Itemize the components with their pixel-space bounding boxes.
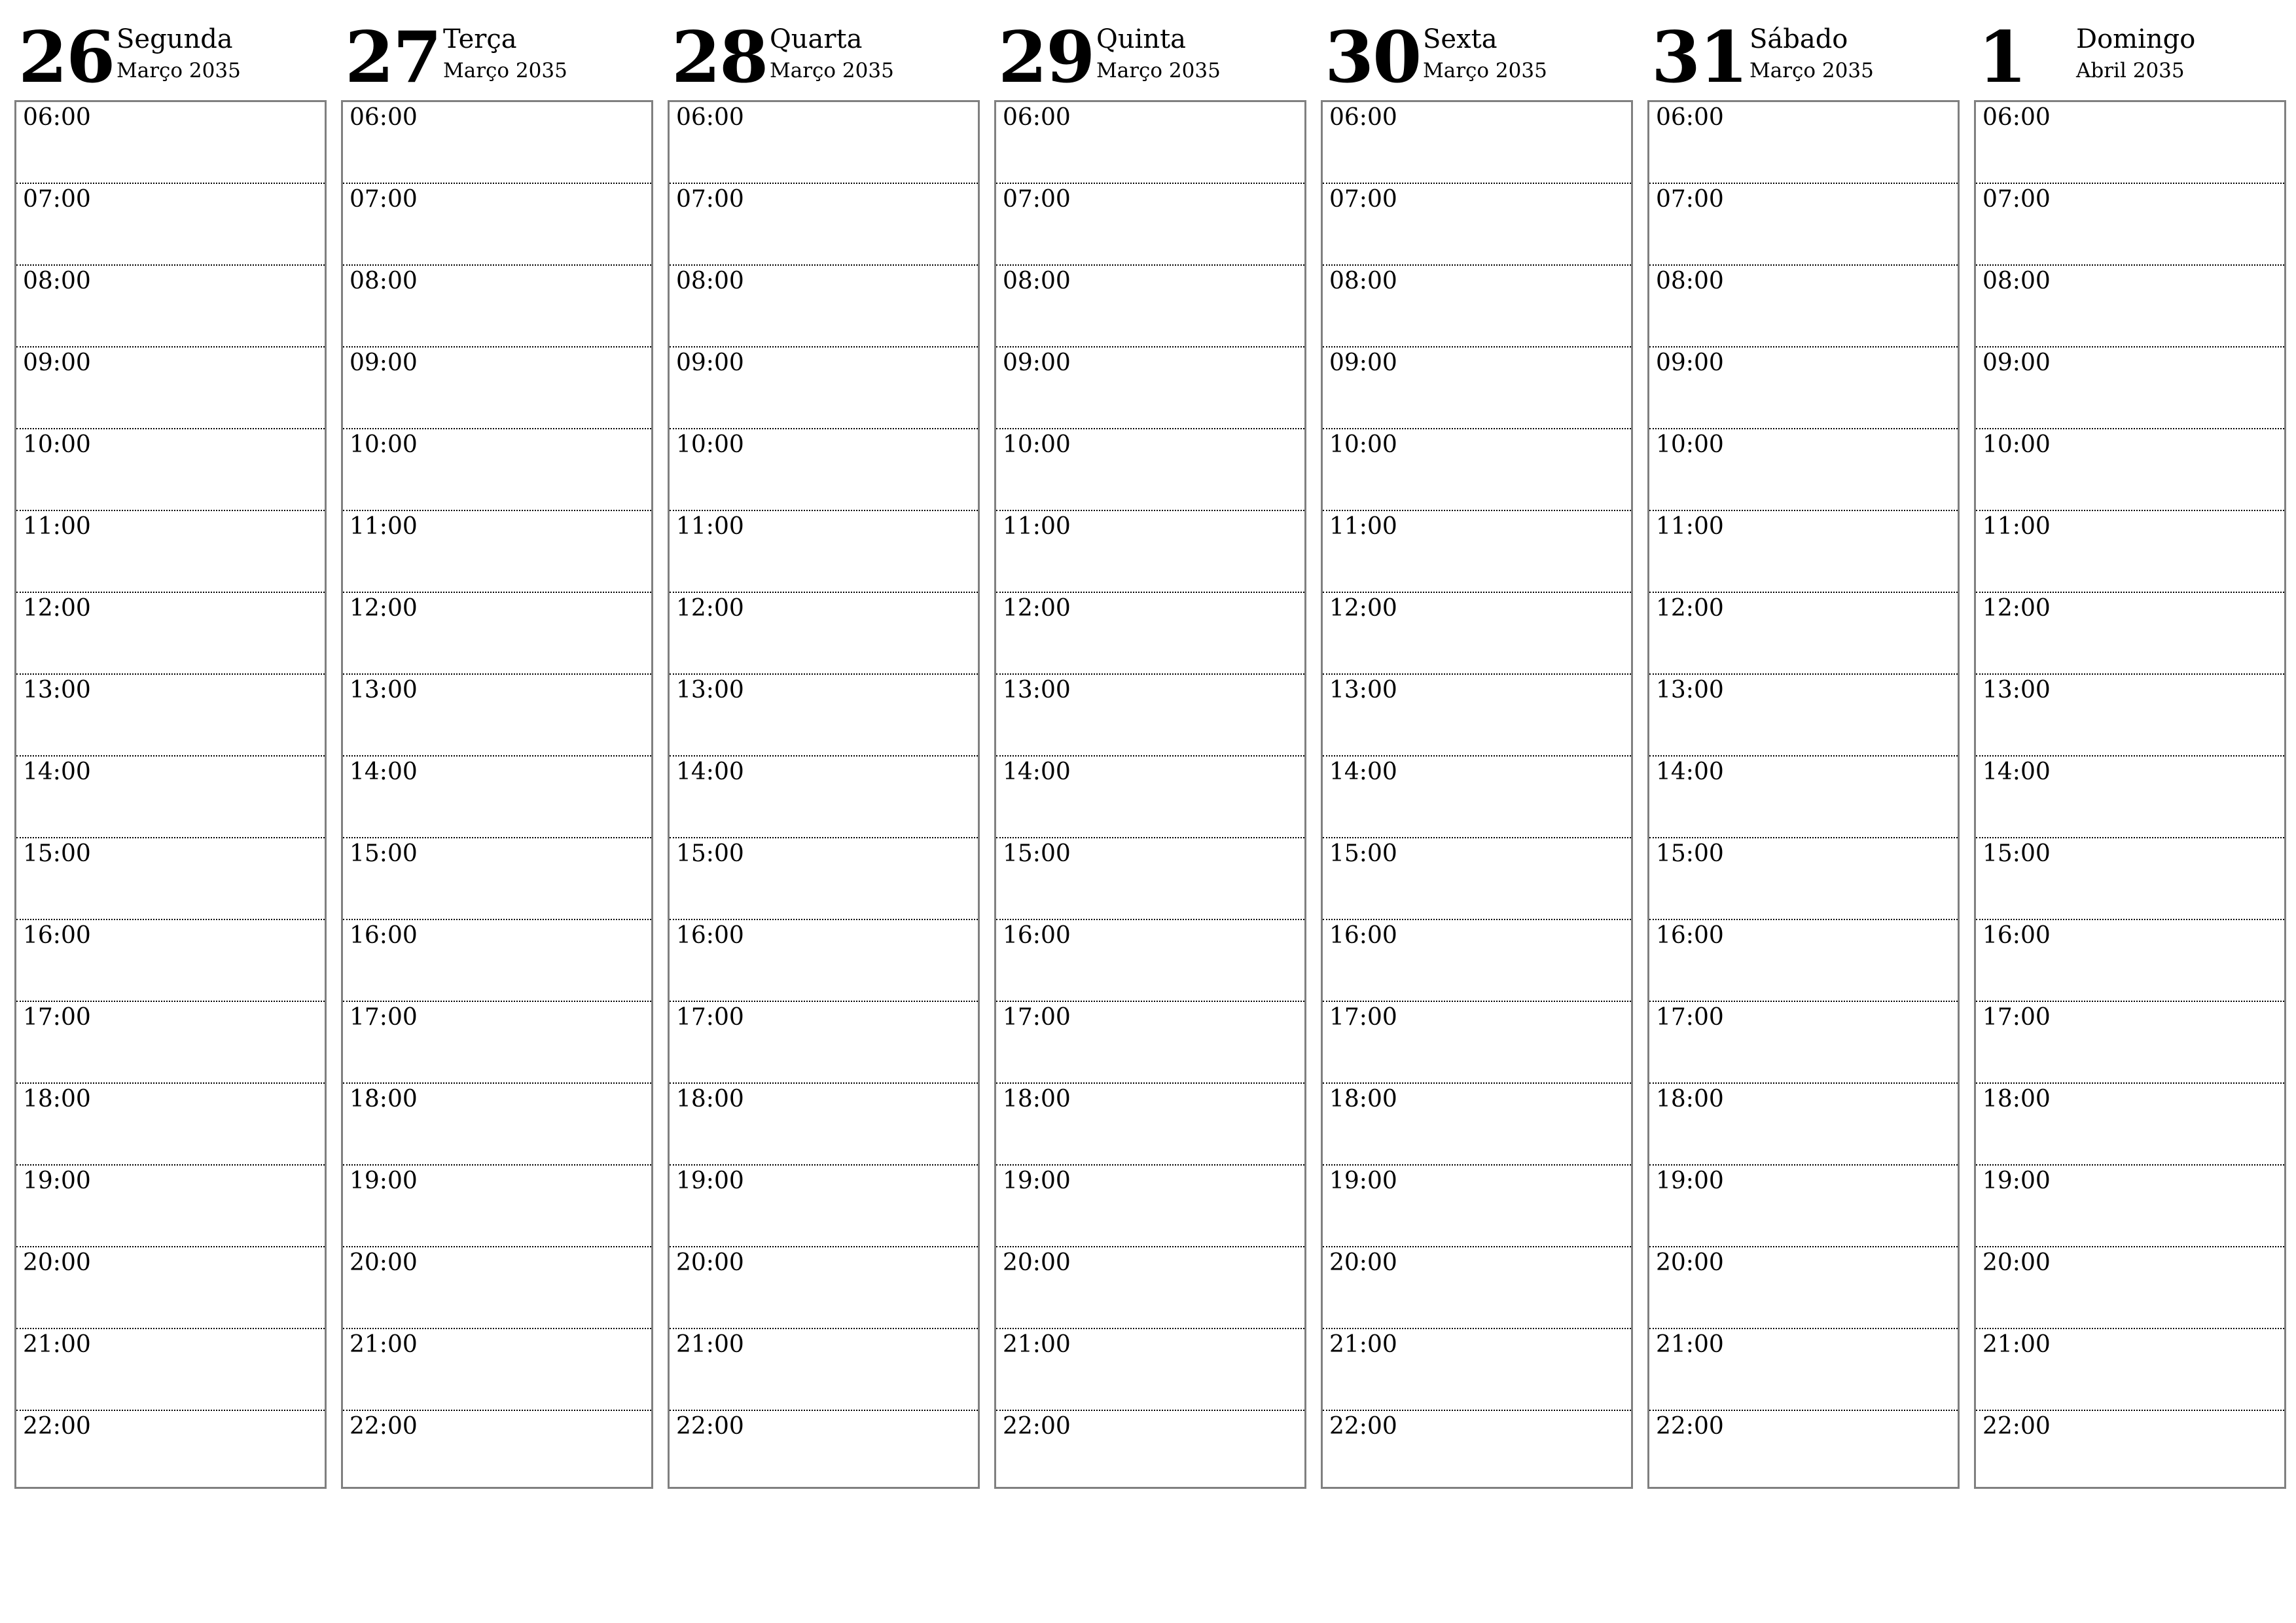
time-slot[interactable]	[16, 429, 325, 511]
time-slot-label: 09:00	[23, 349, 91, 376]
month-year-label: Abril 2035	[2076, 59, 2185, 82]
time-slot[interactable]	[16, 1329, 325, 1411]
time-slot[interactable]	[1976, 266, 2284, 348]
time-slot[interactable]	[996, 266, 1304, 348]
hour-slots	[14, 100, 327, 1489]
time-slot[interactable]	[16, 102, 325, 184]
time-slot-label: 12:00	[1003, 595, 1071, 622]
time-slot-label: 19:00	[23, 1168, 91, 1194]
time-slot[interactable]	[1649, 266, 1958, 348]
hour-slots	[1321, 100, 1633, 1489]
time-slot[interactable]	[996, 920, 1304, 1002]
time-slot[interactable]	[343, 1002, 651, 1084]
time-slot[interactable]	[996, 184, 1304, 266]
time-slot[interactable]	[16, 757, 325, 838]
time-slot[interactable]	[670, 511, 978, 593]
time-slot-label: 22:00	[1003, 1413, 1071, 1440]
time-slot[interactable]	[16, 348, 325, 429]
time-slot[interactable]	[670, 102, 978, 184]
time-slot[interactable]	[1649, 511, 1958, 593]
day-header	[994, 13, 1306, 100]
time-slot[interactable]	[1976, 429, 2284, 511]
time-slot-label: 07:00	[1003, 186, 1071, 213]
time-slot[interactable]	[1649, 1411, 1958, 1493]
month-year-label: Março 2035	[443, 59, 567, 82]
time-slot[interactable]	[1323, 429, 1631, 511]
time-slot[interactable]	[343, 1247, 651, 1329]
time-slot-label: 22:00	[1329, 1413, 1397, 1440]
time-slot-label: 08:00	[676, 268, 744, 294]
time-slot[interactable]	[343, 511, 651, 593]
time-slot-label: 11:00	[23, 513, 91, 540]
time-slot-label: 13:00	[350, 677, 418, 704]
time-slot[interactable]	[1323, 348, 1631, 429]
time-slot-label: 19:00	[1329, 1168, 1397, 1194]
time-slot[interactable]	[1649, 757, 1958, 838]
time-slot[interactable]	[996, 593, 1304, 675]
time-slot-label: 18:00	[23, 1086, 91, 1113]
time-slot[interactable]	[1649, 1329, 1958, 1411]
time-slot[interactable]	[996, 757, 1304, 838]
time-slot[interactable]	[343, 1084, 651, 1166]
time-slot[interactable]	[670, 757, 978, 838]
time-slot[interactable]	[1976, 1166, 2284, 1247]
time-slot[interactable]	[1323, 675, 1631, 757]
time-slot[interactable]	[16, 838, 325, 920]
time-slot-label: 06:00	[1329, 104, 1397, 131]
day-header	[341, 13, 653, 100]
time-slot[interactable]	[670, 266, 978, 348]
day-column-4	[1321, 13, 1633, 1489]
time-slot-label: 08:00	[1656, 268, 1724, 294]
month-year-label: Março 2035	[1749, 59, 1874, 82]
time-slot-label: 13:00	[1656, 677, 1724, 704]
time-slot[interactable]	[996, 1411, 1304, 1493]
time-slot[interactable]	[16, 675, 325, 757]
time-slot[interactable]	[1323, 511, 1631, 593]
month-year-label: Março 2035	[117, 59, 241, 82]
weekday-label: Quarta	[770, 24, 863, 54]
time-slot[interactable]	[1649, 838, 1958, 920]
time-slot[interactable]	[670, 1002, 978, 1084]
time-slot[interactable]	[343, 1166, 651, 1247]
time-slot-label: 18:00	[1982, 1086, 2051, 1113]
time-slot[interactable]	[16, 1411, 325, 1493]
time-slot-label: 13:00	[1329, 677, 1397, 704]
time-slot[interactable]	[670, 675, 978, 757]
time-slot[interactable]	[1976, 348, 2284, 429]
month-year-label: Março 2035	[1096, 59, 1221, 82]
time-slot[interactable]	[1649, 1166, 1958, 1247]
time-slot-label: 17:00	[1329, 1004, 1397, 1031]
time-slot-label: 08:00	[1329, 268, 1397, 294]
time-slot-label: 19:00	[350, 1168, 418, 1194]
time-slot-label: 21:00	[1982, 1331, 2051, 1358]
time-slot-label: 17:00	[1656, 1004, 1724, 1031]
time-slot[interactable]	[996, 1166, 1304, 1247]
time-slot[interactable]	[1323, 1411, 1631, 1493]
time-slot[interactable]	[16, 266, 325, 348]
time-slot[interactable]	[1649, 1002, 1958, 1084]
time-slot[interactable]	[16, 1166, 325, 1247]
time-slot[interactable]	[1976, 593, 2284, 675]
time-slot[interactable]	[996, 1247, 1304, 1329]
time-slot[interactable]	[1976, 838, 2284, 920]
month-year-label: Março 2035	[770, 59, 894, 82]
time-slot-label: 16:00	[1003, 922, 1071, 949]
day-text	[770, 13, 894, 84]
day-column-6	[1974, 13, 2286, 1489]
time-slot[interactable]	[343, 184, 651, 266]
time-slot-label: 21:00	[1656, 1331, 1724, 1358]
time-slot-label: 12:00	[676, 595, 744, 622]
time-slot-label: 10:00	[1003, 431, 1071, 458]
time-slot[interactable]	[343, 102, 651, 184]
weekday-label: Segunda	[117, 24, 233, 54]
day-column-2	[668, 13, 980, 1489]
time-slot-label: 14:00	[1656, 758, 1724, 785]
day-column-1	[341, 13, 653, 1489]
day-number: 1	[1978, 16, 2026, 99]
time-slot-label: 10:00	[1982, 431, 2051, 458]
day-column-3	[994, 13, 1306, 1489]
time-slot-label: 10:00	[350, 431, 418, 458]
time-slot-label: 09:00	[1329, 349, 1397, 376]
time-slot-label: 10:00	[23, 431, 91, 458]
time-slot[interactable]	[343, 920, 651, 1002]
day-text	[117, 13, 241, 84]
time-slot-label: 14:00	[1329, 758, 1397, 785]
time-slot-label: 14:00	[1982, 758, 2051, 785]
time-slot-label: 09:00	[676, 349, 744, 376]
time-slot-label: 18:00	[1329, 1086, 1397, 1113]
time-slot-label: 19:00	[1982, 1168, 2051, 1194]
time-slot-label: 14:00	[676, 758, 744, 785]
time-slot[interactable]	[343, 1329, 651, 1411]
time-slot[interactable]	[343, 838, 651, 920]
time-slot[interactable]	[996, 675, 1304, 757]
time-slot-label: 15:00	[1003, 840, 1071, 867]
time-slot-label: 13:00	[676, 677, 744, 704]
time-slot-label: 06:00	[1656, 104, 1724, 131]
time-slot[interactable]	[1976, 675, 2284, 757]
time-slot-label: 20:00	[676, 1249, 744, 1276]
time-slot[interactable]	[1649, 675, 1958, 757]
time-slot[interactable]	[670, 920, 978, 1002]
day-number: 26	[18, 16, 115, 99]
time-slot[interactable]	[1323, 1329, 1631, 1411]
time-slot-label: 17:00	[1982, 1004, 2051, 1031]
time-slot-label: 09:00	[1003, 349, 1071, 376]
time-slot[interactable]	[16, 920, 325, 1002]
time-slot-label: 15:00	[1982, 840, 2051, 867]
time-slot-label: 15:00	[23, 840, 91, 867]
time-slot-label: 17:00	[1003, 1004, 1071, 1031]
time-slot-label: 15:00	[1329, 840, 1397, 867]
time-slot[interactable]	[343, 1411, 651, 1493]
month-year-label: Março 2035	[1423, 59, 1547, 82]
time-slot-label: 20:00	[1329, 1249, 1397, 1276]
time-slot[interactable]	[343, 266, 651, 348]
day-number: 31	[1651, 16, 1748, 99]
day-text	[1096, 13, 1221, 84]
time-slot[interactable]	[670, 1329, 978, 1411]
day-number: 28	[672, 16, 768, 99]
time-slot-label: 14:00	[23, 758, 91, 785]
day-header	[668, 13, 980, 100]
time-slot-label: 12:00	[1656, 595, 1724, 622]
time-slot-label: 20:00	[1982, 1249, 2051, 1276]
time-slot[interactable]	[1649, 1247, 1958, 1329]
time-slot[interactable]	[996, 102, 1304, 184]
time-slot[interactable]	[1649, 102, 1958, 184]
time-slot-label: 11:00	[676, 513, 744, 540]
time-slot-label: 21:00	[1003, 1331, 1071, 1358]
time-slot-label: 09:00	[1656, 349, 1724, 376]
time-slot-label: 12:00	[23, 595, 91, 622]
time-slot[interactable]	[1976, 920, 2284, 1002]
time-slot-label: 20:00	[23, 1249, 91, 1276]
time-slot-label: 22:00	[676, 1413, 744, 1440]
day-text	[2076, 13, 2195, 84]
time-slot-label: 08:00	[23, 268, 91, 294]
day-text	[1423, 13, 1547, 84]
time-slot-label: 12:00	[1329, 595, 1397, 622]
weekly-planner	[14, 13, 2284, 1489]
time-slot-label: 18:00	[1656, 1086, 1724, 1113]
time-slot-label: 06:00	[1003, 104, 1071, 131]
time-slot[interactable]	[996, 838, 1304, 920]
time-slot-label: 19:00	[1656, 1168, 1724, 1194]
time-slot[interactable]	[1323, 593, 1631, 675]
day-number: 29	[998, 16, 1094, 99]
time-slot-label: 19:00	[1003, 1168, 1071, 1194]
time-slot[interactable]	[1976, 1411, 2284, 1493]
weekday-label: Domingo	[2076, 24, 2196, 54]
time-slot-label: 22:00	[23, 1413, 91, 1440]
time-slot[interactable]	[996, 1329, 1304, 1411]
time-slot-label: 06:00	[676, 104, 744, 131]
time-slot-label: 17:00	[350, 1004, 418, 1031]
day-header	[1974, 13, 2286, 100]
time-slot-label: 13:00	[1982, 677, 2051, 704]
time-slot[interactable]	[1649, 1084, 1958, 1166]
time-slot[interactable]	[670, 184, 978, 266]
time-slot[interactable]	[1649, 429, 1958, 511]
time-slot[interactable]	[1976, 1247, 2284, 1329]
time-slot[interactable]	[1323, 1084, 1631, 1166]
time-slot[interactable]	[16, 1002, 325, 1084]
time-slot[interactable]	[1976, 511, 2284, 593]
time-slot-label: 22:00	[1656, 1413, 1724, 1440]
time-slot-label: 22:00	[350, 1413, 418, 1440]
time-slot-label: 18:00	[676, 1086, 744, 1113]
time-slot-label: 07:00	[1329, 186, 1397, 213]
time-slot[interactable]	[16, 511, 325, 593]
day-header	[1321, 13, 1633, 100]
time-slot[interactable]	[16, 184, 325, 266]
time-slot-label: 17:00	[676, 1004, 744, 1031]
time-slot[interactable]	[1976, 102, 2284, 184]
time-slot-label: 21:00	[23, 1331, 91, 1358]
day-column-0	[14, 13, 327, 1489]
hour-slots	[994, 100, 1306, 1489]
time-slot-label: 08:00	[1982, 268, 2051, 294]
time-slot[interactable]	[670, 429, 978, 511]
time-slot-label: 20:00	[1656, 1249, 1724, 1276]
time-slot-label: 07:00	[23, 186, 91, 213]
time-slot[interactable]	[670, 1411, 978, 1493]
day-text	[443, 13, 567, 84]
time-slot-label: 13:00	[1003, 677, 1071, 704]
time-slot[interactable]	[16, 1084, 325, 1166]
time-slot[interactable]	[996, 511, 1304, 593]
time-slot[interactable]	[1976, 1329, 2284, 1411]
time-slot[interactable]	[343, 757, 651, 838]
time-slot[interactable]	[670, 348, 978, 429]
day-column-5	[1647, 13, 1960, 1489]
time-slot-label: 20:00	[350, 1249, 418, 1276]
time-slot-label: 21:00	[350, 1331, 418, 1358]
time-slot-label: 06:00	[350, 104, 418, 131]
time-slot[interactable]	[1323, 920, 1631, 1002]
weekday-label: Quinta	[1096, 24, 1187, 54]
day-number: 27	[345, 16, 441, 99]
time-slot-label: 15:00	[1656, 840, 1724, 867]
day-number: 30	[1325, 16, 1421, 99]
time-slot[interactable]	[1323, 1247, 1631, 1329]
time-slot-label: 11:00	[1656, 513, 1724, 540]
time-slot-label: 17:00	[23, 1004, 91, 1031]
time-slot[interactable]	[996, 1002, 1304, 1084]
time-slot-label: 21:00	[676, 1331, 744, 1358]
weekday-label: Terça	[443, 24, 517, 54]
time-slot-label: 15:00	[350, 840, 418, 867]
weekday-label: Sábado	[1749, 24, 1848, 54]
time-slot[interactable]	[1323, 1166, 1631, 1247]
time-slot-label: 16:00	[676, 922, 744, 949]
time-slot-label: 19:00	[676, 1168, 744, 1194]
time-slot-label: 07:00	[1982, 186, 2051, 213]
time-slot-label: 09:00	[350, 349, 418, 376]
time-slot-label: 11:00	[1003, 513, 1071, 540]
hour-slots	[1647, 100, 1960, 1489]
time-slot-label: 16:00	[23, 922, 91, 949]
time-slot-label: 15:00	[676, 840, 744, 867]
time-slot-label: 21:00	[1329, 1331, 1397, 1358]
time-slot[interactable]	[343, 348, 651, 429]
time-slot-label: 16:00	[1982, 922, 2051, 949]
time-slot[interactable]	[343, 429, 651, 511]
time-slot-label: 07:00	[1656, 186, 1724, 213]
time-slot[interactable]	[16, 1247, 325, 1329]
time-slot-label: 16:00	[1329, 922, 1397, 949]
time-slot-label: 20:00	[1003, 1249, 1071, 1276]
time-slot-label: 18:00	[1003, 1086, 1071, 1113]
weekday-label: Sexta	[1423, 24, 1498, 54]
time-slot[interactable]	[343, 675, 651, 757]
time-slot[interactable]	[670, 838, 978, 920]
time-slot[interactable]	[1323, 757, 1631, 838]
time-slot-label: 22:00	[1982, 1413, 2051, 1440]
time-slot[interactable]	[1649, 348, 1958, 429]
time-slot[interactable]	[1323, 266, 1631, 348]
time-slot-label: 14:00	[350, 758, 418, 785]
time-slot[interactable]	[343, 593, 651, 675]
day-header	[1647, 13, 1960, 100]
time-slot-label: 08:00	[1003, 268, 1071, 294]
time-slot-label: 09:00	[1982, 349, 2051, 376]
time-slot[interactable]	[1976, 1084, 2284, 1166]
time-slot[interactable]	[670, 1166, 978, 1247]
time-slot-label: 12:00	[1982, 595, 2051, 622]
time-slot-label: 07:00	[676, 186, 744, 213]
time-slot[interactable]	[670, 593, 978, 675]
time-slot-label: 16:00	[1656, 922, 1724, 949]
time-slot-label: 14:00	[1003, 758, 1071, 785]
time-slot-label: 10:00	[1656, 431, 1724, 458]
time-slot[interactable]	[996, 348, 1304, 429]
hour-slots	[668, 100, 980, 1489]
day-header	[14, 13, 327, 100]
time-slot-label: 12:00	[350, 595, 418, 622]
time-slot[interactable]	[996, 1084, 1304, 1166]
time-slot-label: 11:00	[1982, 513, 2051, 540]
time-slot[interactable]	[1976, 757, 2284, 838]
time-slot-label: 06:00	[1982, 104, 2051, 131]
time-slot-label: 11:00	[350, 513, 418, 540]
time-slot[interactable]	[1649, 920, 1958, 1002]
time-slot[interactable]	[1323, 1002, 1631, 1084]
time-slot[interactable]	[670, 1084, 978, 1166]
time-slot-label: 18:00	[350, 1086, 418, 1113]
time-slot[interactable]	[996, 429, 1304, 511]
day-text	[1749, 13, 1874, 84]
time-slot[interactable]	[1976, 1002, 2284, 1084]
time-slot[interactable]	[1323, 184, 1631, 266]
time-slot[interactable]	[1649, 593, 1958, 675]
time-slot-label: 16:00	[350, 922, 418, 949]
time-slot-label: 11:00	[1329, 513, 1397, 540]
time-slot[interactable]	[1323, 838, 1631, 920]
time-slot-label: 10:00	[676, 431, 744, 458]
hour-slots	[1974, 100, 2286, 1489]
time-slot-label: 08:00	[350, 268, 418, 294]
hour-slots	[341, 100, 653, 1489]
time-slot-label: 06:00	[23, 104, 91, 131]
time-slot-label: 10:00	[1329, 431, 1397, 458]
time-slot[interactable]	[16, 593, 325, 675]
time-slot[interactable]	[1976, 184, 2284, 266]
time-slot-label: 13:00	[23, 677, 91, 704]
time-slot[interactable]	[1649, 184, 1958, 266]
time-slot[interactable]	[670, 1247, 978, 1329]
time-slot-label: 07:00	[350, 186, 418, 213]
time-slot[interactable]	[1323, 102, 1631, 184]
